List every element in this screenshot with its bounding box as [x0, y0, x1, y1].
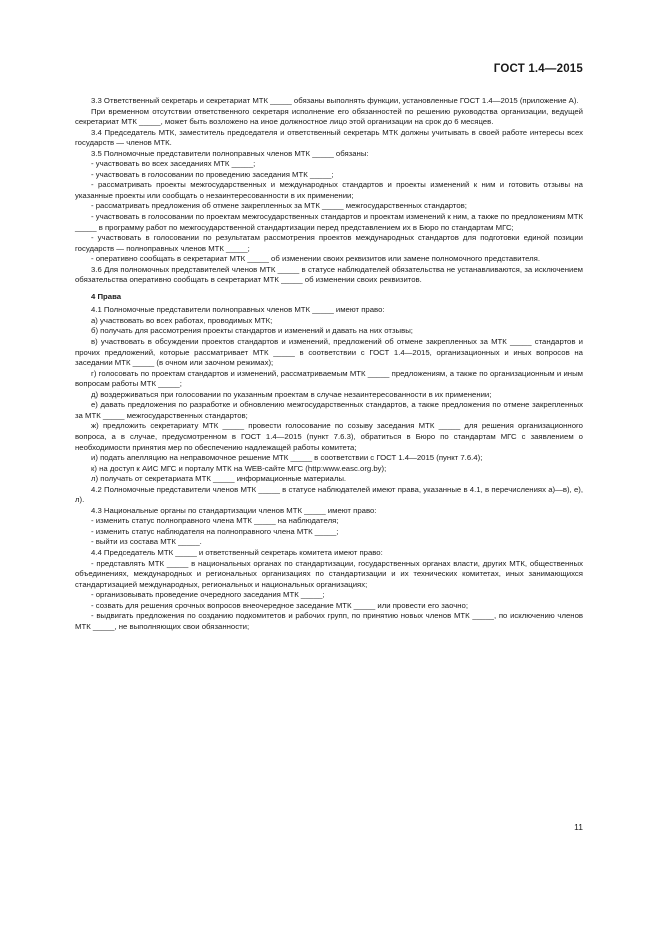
paragraph-4-1: 4.1 Полномочные представители полноправных членов МТК _____ имеют право:: [91, 305, 385, 315]
document-body: [75, 96, 583, 632]
list-item: - участвовать в голосовании по проектам межгосударственных стандартов и проектам изменений к ним, а также по предложениям МТК _____ в программу работ по межгосударственной стандартизации перед представлением их в Бюро по стандартам МГС;: [75, 212, 583, 232]
list-item: л) получать от секретариата МТК _____ информационные материалы.: [91, 474, 347, 484]
paragraph-3-4: 3.4 Председатель МТК, заместитель председателя и ответственный секретарь МТК должны учитывать в своей работе интересы всех государств — членов МТК.: [75, 127, 583, 148]
list-item: - оперативно сообщать в секретариат МТК _____ об изменении своих реквизитов или замене полномочного представителя.: [91, 254, 540, 264]
list-item: а) участвовать во всех работах, проводимых МТК;: [91, 315, 273, 325]
list-item: г) голосовать по проектам стандартов и изменений, рассматриваемым МТК _____ предложениям, а также по организационным и иным вопросам работы МТК _____;: [75, 368, 583, 389]
paragraph-4-4: 4.4 Председатель МТК _____ и ответственный секретарь комитета имеют право:: [91, 547, 383, 557]
list-item: и) подать апелляцию на неправомочное решение МТК _____ в соответствии с ГОСТ 1.4—2015 (пункт 7.6.4);: [91, 453, 483, 463]
list-item: - представлять МТК _____ в национальных органах по стандартизации, государственных органах власти, других МТК, общественных объединениях, международных и региональных организациях по стандартизации и их технических комитетах, иных занимающихся стандартизацией международных, региональных и национальных организациях;: [75, 558, 583, 589]
list-item: д) воздерживаться при голосовании по указанным проектам в случае незаинтересованности в их применении;: [91, 389, 492, 399]
list-item: - участвовать во всех заседаниях МТК _____;: [91, 159, 256, 169]
list-item: - изменить статус полноправного члена МТК _____ на наблюдателя;: [91, 516, 339, 526]
list-item: - участвовать в голосовании по результатам рассмотрения проектов международных стандартов для подготовки единой позиции государств — полноправных членов МТК _____;: [75, 233, 583, 253]
list-item: е) давать предложения по разработке и обновлению межгосударственных стандартов, а также предложения по отмене закрепленных за МТК _____ межгосударственных стандартов;: [75, 400, 583, 420]
document-header: ГОСТ 1.4—2015: [493, 63, 583, 75]
paragraph-4-2: 4.2 Полномочные представители членов МТК _____ в статусе наблюдателей имеют права, указанные в 4.1, в перечислениях а)—в), е), л).: [75, 484, 583, 505]
list-item: - выдвигать предложения по созданию подкомитетов и рабочих групп, по принятию новых членов МТК _____, по исключению членов МТК _____, не выполняющих свои обязанности;: [75, 611, 583, 631]
page-number: 11: [574, 822, 583, 832]
paragraph-3-6: 3.6 Для полномочных представителей членов МТК _____ в статусе наблюдателей обязательства не устанавливаются, за исключением обязательства оперативно сообщать в секретариат МТК _____ об изменении своих реквизитов.: [75, 264, 583, 285]
paragraph-3-5: 3.5 Полномочные представители полноправных членов МТК _____ обязаны:: [91, 148, 369, 158]
list-item: - изменить статус наблюдателя на полноправного члена МТК _____;: [91, 526, 339, 536]
paragraph-3-3: 3.3 Ответственный секретарь и секретариат МТК _____ обязаны выполнять функции, установленные ГОСТ 1.4—2015 (приложение А).: [91, 96, 579, 105]
list-item: - рассматривать предложения об отмене закрепленных за МТК _____ межгосударственных стандартов;: [91, 201, 467, 211]
list-item: - рассматривать проекты межгосударственных и международных стандартов и проекты изменений к ним и готовить отзывы на указанные проекты или сообщать о незаинтересованности в их применении;: [75, 180, 583, 200]
list-item: в) участвовать в обсуждении проектов стандартов и изменений, предложений об отмене закрепленных за МТК _____ стандартов и прочих предложений, которые рассматривает МТК _____ в соответствии с ГОСТ 1.4—2015, организационных и иных вопросов на заседании МТК _____ (в очном или заочном режимах);: [75, 337, 583, 368]
list-item: - выйти из состава МТК _____.: [91, 537, 202, 547]
section-heading-4: 4 Права: [91, 291, 122, 301]
paragraph-4-3: 4.3 Национальные органы по стандартизации членов МТК _____ имеют право:: [91, 505, 377, 515]
list-item: - созвать для решения срочных вопросов внеочередное заседание МТК _____ или провести его заочно;: [91, 600, 469, 610]
list-item: - организовывать проведение очередного заседания МТК _____;: [91, 590, 325, 600]
list-item: б) получать для рассмотрения проекты стандартов и изменений и давать на них отзывы;: [91, 326, 413, 336]
list-item: к) на доступ к АИС МГС и порталу МТК на WEB-сайте МГС (http:www.easc.org.by);: [91, 463, 387, 473]
list-item: ж) предложить секретариату МТК _____ провести голосование по созыву заседания МТК _____ для решения организационного вопроса, а в случае, предусмотренном в ГОСТ 1.4—2015 (пункт 7.6.3), обратиться в Бюро по стандартам МГС с заявлением о необходимости принятия мер по обеспечению надлежащей работы комитета;: [75, 421, 583, 452]
list-item: - участвовать в голосовании по проведению заседания МТК _____;: [91, 169, 334, 179]
paragraph: При временном отсутствии ответственного секретаря исполнение его обязанностей по решению руководства организации, ведущей секретариат МТК _____, может быть возложено на иное должностное лицо этой организации на срок до 6 месяцев.: [75, 106, 583, 127]
